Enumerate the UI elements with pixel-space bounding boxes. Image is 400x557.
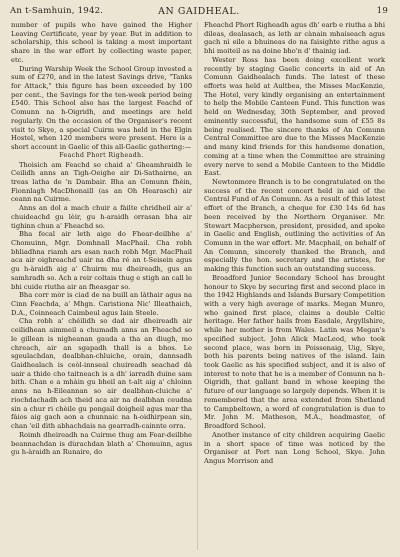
article-paragraph: Bha corr mòr is ciad de na buill an làthair agus na Cinn Feachda, a' Mhgn. Caristiona Nic' Illeathaich, D.A., Coinneach Caimbeul agus Iain Steele. — [11, 291, 192, 317]
issue-date: An t-Samhuin, 1942. — [10, 6, 104, 16]
masthead-title: AN GAIDHEAL. — [158, 6, 240, 17]
article-paragraph: Another instance of city children acquiring Gaelic in a short space of time was noticed by the Organiser at Port nan Long School, Skye. John Angus Morrison and — [204, 430, 385, 465]
article-paragraph: Thoisich am Feachd so chaid a' Gheamhraidh le Ceilidh anns an Tigh-Oeighe air Di-Sathairne, an treas latha de 'n Dambair. Bha an Comunn fhèin, Fionnlagh MacDhonaill (as an Oh Hearasch) air ceann na Cuirme. — [11, 160, 192, 204]
page-header — [10, 6, 388, 20]
right-column — [204, 21, 385, 466]
article-paragraph: Broadford Junior Secondary School has brought honour to Skye by securing first and second place in the 1942 Highlands and Islands Bursary Competition with a very high average of marks. Megan Munro, who gained first place, claims a double Celtic heritage. Her father hails from Easdale, Argyllshire, while her mother is from Wales. Latin was Megan's specified subject. John Alick MacLeod, who took second place, was born in Poissenaig, Uig, Skye, both his parents being natives of the island. Iain took Gaelic as his specified subject, and it is also of interest to note that he is a member of Comunn na h-Oigridh, that gallant band in whose keeping the future of our language so largely depends. When it is remembered that the area extended from Shetland to Campbeltown, a word of congratulation is due to Mr. John M. Matheson, M.A., headmaster, of Broadford School. — [204, 273, 385, 431]
article-paragraph: Anns an dol a mach chuir a fàilte chridheil air a' chuideachd gu lèir, gu h-araidh orrasan bha air tighinn chun a' Fheachd so. — [11, 204, 192, 230]
article-paragraph: number of pupils who have gained the Higher Leaving Certificate, year by year. But in addition to scholarship, this school is taking a most important share in the war effort by collecting waste paper, etc. — [11, 21, 192, 64]
article-paragraph: Wester Ross has been doing excellent work recently by staging Gaelic concerts in aid of An Comunn Gaidhealach funds. The latest of these efforts was held at Aultbea, the Misses MacKenzie, The Hotel, very kindly organising an entertainment to help the Mobile Canteen Fund. This function was held on Wednesday, 30th September, and proved eminently successful, the handsome sum of £55 8s being realised. The sincere thanks of An Comunn Central Committee are due to the Misses MacKenzie and many kind friends for this handsome donation, coming at a time when the Committee are straining every nerve to send a Mobile Canteen to the Middle East. — [204, 55, 385, 178]
article-paragraph: Roimh dheireadh na Cuirme thug am Fear-deilbhe beannachdan is dùrachdan blath a' Chomuinn, agus gu h-àraidh an Runaire, do — [11, 430, 192, 457]
column-divider — [197, 22, 198, 550]
article-paragraph: Cha robh a' chéilidh so dad air dheireadh air ceilidhean aimmeil a chumadh anns an Fheachd so le gillean is nigheanan gauda a tha an diugh, mo chreach, air an sgapadh thall is a bhos. Le sgeulachdan, dealbhan-chluiche, orain, dannsadh Gaidhealach is ceòl-innseal chuireadh seachad dà uair a thide cho taitneach is a dh' iarradh duine sam bith. Chan e a mhàin gu bheil an t-alt aig a' chloinn anns na h-Eileannan so air dealbhan-cluiche a' riochdachadh ach theid aca air na dealbhan ceudna sin a chur ri chèile gu pongail doigheil agus mar tha fàios aig gach aon a chunnaic na h-oidhirpean sin, chan 'eil dìth abhachdais na gearradh-cainnte orra. — [11, 317, 192, 431]
article-paragraph: Newtonmore Branch is to be congratulated on the success of the recent concert held in aid of the Central Fund of An Comunn. As a result of this latest effort of the Branch, a cheque for £30 14s 6d has been received by the Northern Organiser. Mr. Stewart Macpherson, president, presided, and spoke in Gaelic and English, outlining the activities of An Comunn in the war effort. Mr. Macphail, on behalf of An Comunn, sincerely thanked the Branch, and especially the hon. secretary and the artistes, for making this function such an outstanding success. — [204, 177, 385, 274]
article-paragraph: Bha fecal air leth aige do Fhear-deilbhe a' Chomuinn, Mgr. Domhnall MacPhail. Cha robh bhliadhna riamh ars esan nach robh Mgr. MacPhail aca air oighreachd uair na dha ré an t-Seisein agus gu h-àraidh aig a' Chuirm mu dheireadh, gus an samhradh so. Ach a reir coltais thug e stigh an call le bhi cuide riutha air an fheasgar so. — [11, 230, 192, 291]
page-number: 19 — [376, 6, 388, 16]
article-paragraph: During Warship Week the School Group invested a sum of £270, and in the latest Savings drive, "Tanks for Attack," this figure has been exceeded by 100 per cent., the Savings for the ten-week period being £540. This School also has the largest Feachd of Comunn na h-Oigridh, and meetings are held regularly. On the occasion of the Organiser's recent visit to Skye, a special Cuirm was held in the Elgin Hostel, when 120 members were present. Here is a short account in Gaelic of this all-Gaelic gathering:— — [11, 64, 192, 152]
article-paragraph: Fheachd Phort Righeadh agus dh' earb e riutha a bhi dileas, dealasach, as leth ar cànain mhaiseach agus gach nì eile a bhuineas do na faisighte rithe agus a bhi moiteil as na doine bho'n d' thainig iad. — [204, 21, 385, 56]
section-heading: Feachd Phort Righeadh. — [59, 151, 144, 159]
left-column — [11, 21, 192, 457]
